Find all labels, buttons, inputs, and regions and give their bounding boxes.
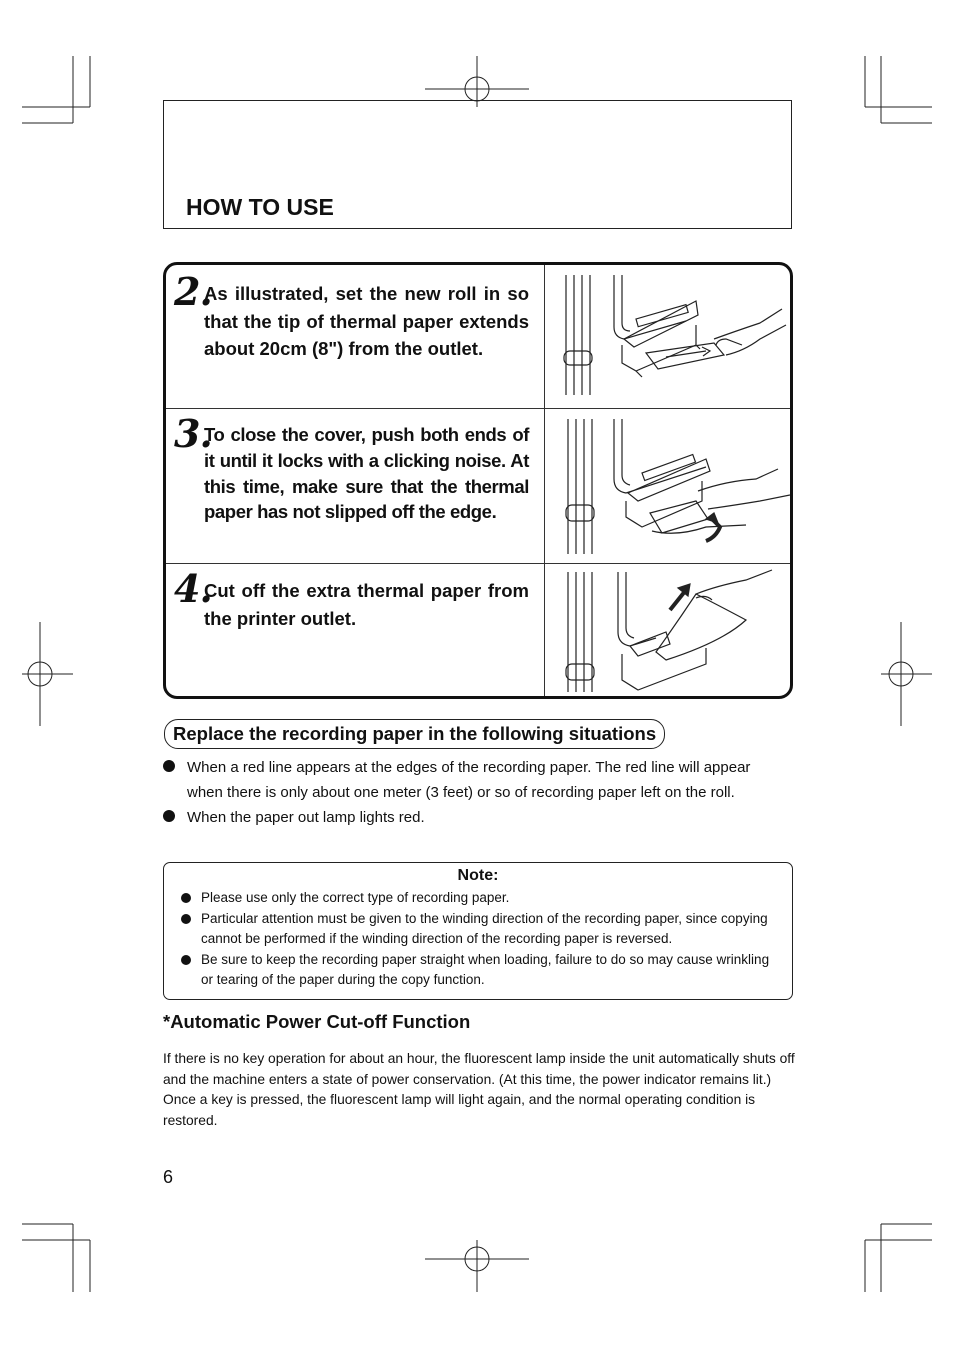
registration-mark-left — [22, 622, 73, 726]
paragraph: Once a key is pressed, the fluorescent lamp will light again, and the normal operating condition is restored. — [163, 1092, 756, 1128]
auto-power-title: *Automatic Power Cut-off Function — [163, 1011, 471, 1032]
page-title: HOW TO USE — [186, 194, 334, 220]
step-number: 4. — [174, 566, 212, 611]
step-text: To close the cover, push both ends of it until it locks with a clicking noise. At this time, make sure that the thermal paper has not slipped off the edge. — [204, 424, 529, 523]
registration-mark-right — [881, 622, 932, 726]
bullet-icon — [163, 810, 175, 822]
note-text: Be sure to keep the recording paper straight when loading, failure to do so may cause wrinkling or tearing of the paper during the copy function. — [201, 951, 770, 987]
printer-paper-cut-illustration — [546, 564, 790, 699]
step-row — [166, 408, 790, 564]
printer-paper-insert-illustration — [546, 265, 790, 408]
list-item — [180, 950, 780, 991]
step-text: As illustrated, set the new roll in so that the tip of thermal paper extends about 20cm (8") from the outlet. — [204, 283, 529, 359]
bullet-icon — [181, 955, 191, 965]
step-row — [166, 563, 790, 699]
replace-section-title: Replace the recording paper in the following situations — [164, 719, 665, 749]
auto-power-body — [163, 1049, 795, 1131]
steps-panel — [163, 262, 793, 699]
bullet-text: When the paper out lamp lights red. — [187, 809, 425, 826]
list-item — [163, 805, 793, 830]
list-item — [180, 888, 780, 909]
bullet-text: When a red line appears at the edges of the recording paper. The red line will appear when there is only about one meter (3 feet) or so of recording paper left on the roll. — [187, 759, 751, 801]
replace-bullet-list — [163, 755, 793, 830]
note-text: Please use only the correct type of recording paper. — [201, 890, 510, 905]
note-box — [163, 862, 793, 1000]
bullet-icon — [181, 914, 191, 924]
step-number: 2. — [174, 269, 212, 314]
step-row — [166, 265, 790, 408]
paragraph: If there is no key operation for about an hour, the fluorescent lamp inside the unit automatically shuts off and the machine enters a state of power conservation. (At this time, the power indicator remains lit.) — [163, 1051, 795, 1087]
printer-cover-close-illustration — [546, 409, 790, 564]
step-text: Cut off the extra thermal paper from the printer outlet. — [204, 580, 529, 629]
bullet-icon — [163, 760, 175, 772]
list-item — [180, 909, 780, 950]
list-item — [163, 755, 793, 805]
bullet-icon — [181, 893, 191, 903]
step-number: 3. — [174, 411, 212, 456]
registration-mark-bottom — [425, 1240, 529, 1292]
note-title: Note: — [457, 867, 499, 884]
note-list — [180, 888, 780, 991]
note-text: Particular attention must be given to the winding direction of the recording paper, since copying cannot be performed if the winding direction of the recording paper is reversed. — [201, 910, 768, 946]
page-number: 6 — [163, 1167, 174, 1187]
